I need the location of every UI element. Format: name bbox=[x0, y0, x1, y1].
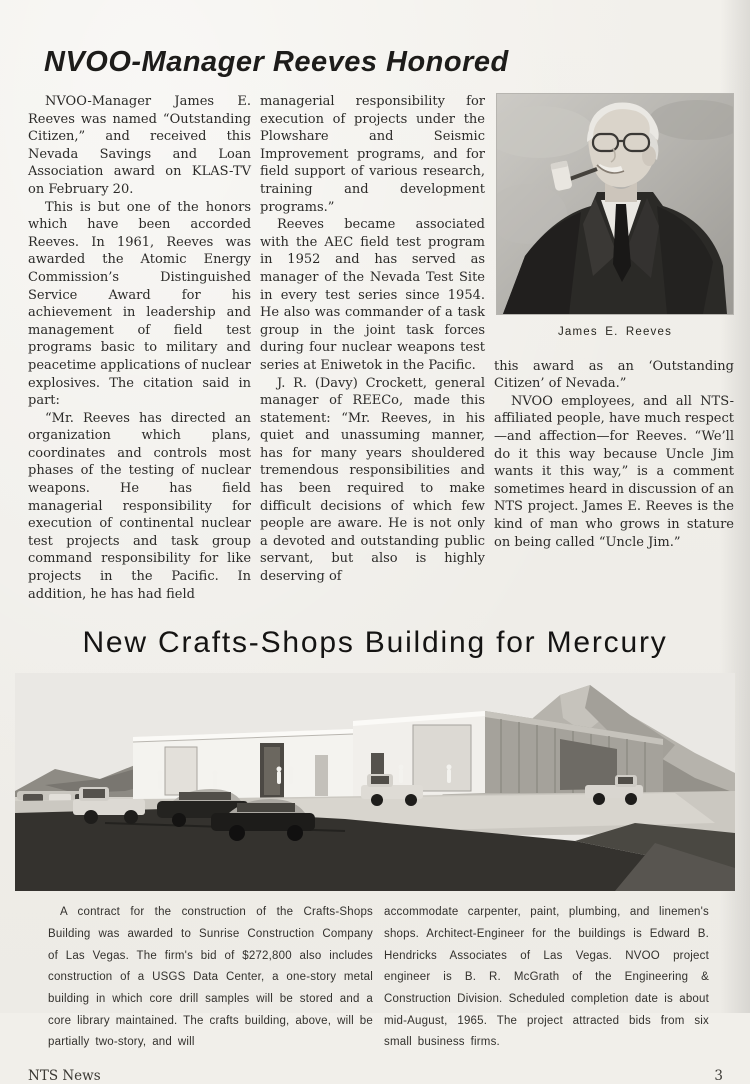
caption-column-2: accommodate carpenter, paint, plumbing, and linemen's shops. Architect-Engineer for the buildings is Edward B. Hendricks Associates of Las Vegas. NVOO project engineer is B. R. McGrath of the Engineering & Construction Division. Scheduled completion date is about mid-August, 1965. The project attracted bids from six small business firms. bbox=[384, 906, 709, 1049]
paragraph: NVOO-Manager James E. Reeves was named “Outstanding Citizen,” and received this Nevada Savings and Loan Association award on KLAS-TV on February 20. bbox=[28, 94, 252, 197]
article2-title: New Crafts-Shops Building for Mercury bbox=[82, 626, 668, 660]
paragraph: managerial responsibility for execution of projects under the Plowshare and Seismic Improvement programs, and for field support of various research, training and development programs.” bbox=[260, 94, 485, 215]
crafts-shops-rendering-image bbox=[15, 673, 735, 891]
reeves-portrait-photo bbox=[496, 93, 734, 342]
paragraph: “Mr. Reeves has directed an organization which plans, coordinates and controls most phases of the testing of nuclear weapons. He has field managerial responsibility for execution of continental nuclear test projects and task group command responsibility for like projects in the Pacific. In addition, he has had field bbox=[28, 410, 252, 602]
paragraph: NVOO employees, and all NTS-affiliated people, have much respect—and affection—for Reeves. “We’ll do it this way because Uncle Jim wants it this way,” is a comment sometimes heard in discussion of an NTS project. James E. Reeves is the kind of man who grows in stature on being called “Uncle Jim.” bbox=[494, 393, 734, 550]
article1-title: NVOO-Manager Reeves Honored bbox=[44, 46, 509, 78]
article1-column-3 bbox=[494, 93, 734, 603]
caption-column-1: A contract for the construction of the Crafts-Shops Building was awarded to Sunrise Construction Company of Las Vegas. The firm's bid of $272,800 also includes construction of a USGS Data Center, a one-story metal building in which core drill samples will be stored and a core library maintained. The crafts building, above, will be partially two-story, and will bbox=[48, 906, 373, 1049]
page-footer bbox=[0, 1054, 750, 1084]
article-crafts-shops bbox=[0, 626, 750, 1054]
reeves-portrait-illustration bbox=[496, 93, 734, 315]
page-number: 3 bbox=[714, 1068, 723, 1084]
article1-column-2 bbox=[260, 93, 485, 603]
paragraph: this award as an ‘Outstanding Citizen’ of Nevada.” bbox=[494, 358, 734, 392]
article1-columns bbox=[28, 93, 734, 603]
article1-column-1 bbox=[28, 93, 251, 603]
paragraph: Reeves became associated with the AEC field test program in 1952 and has served as manager of the Nevada Test Site in every test series since 1954. He also was commander of a task group in the joint task forces during four nuclear weapons test series at Eniwetok in the Pacific. bbox=[260, 217, 485, 373]
building-rendering-illustration bbox=[15, 673, 735, 891]
publication-name: NTS News bbox=[28, 1068, 101, 1084]
photo-caption: James E. Reeves bbox=[557, 326, 673, 338]
paragraph: J. R. (Davy) Crockett, general manager of REECo, made this statement: “Mr. Reeves, in his quiet and unassuming manner, has for many years shouldered tremendous responsibilities and has been required to make difficult decisions of which few people are aware. He is not only a devoted and outstanding public servant, but also is highly deserving of bbox=[260, 375, 485, 585]
rendering-caption-columns bbox=[0, 891, 750, 1054]
paragraph: This is but one of the honors which have been accorded Reeves. In 1961, Reeves was awarded the Atomic Energy Commission’s Distinguished Service Award for his achievement in leadership and management of field test programs basic to military and peacetime applications of nuclear explosives. The citation said in part: bbox=[28, 199, 252, 409]
